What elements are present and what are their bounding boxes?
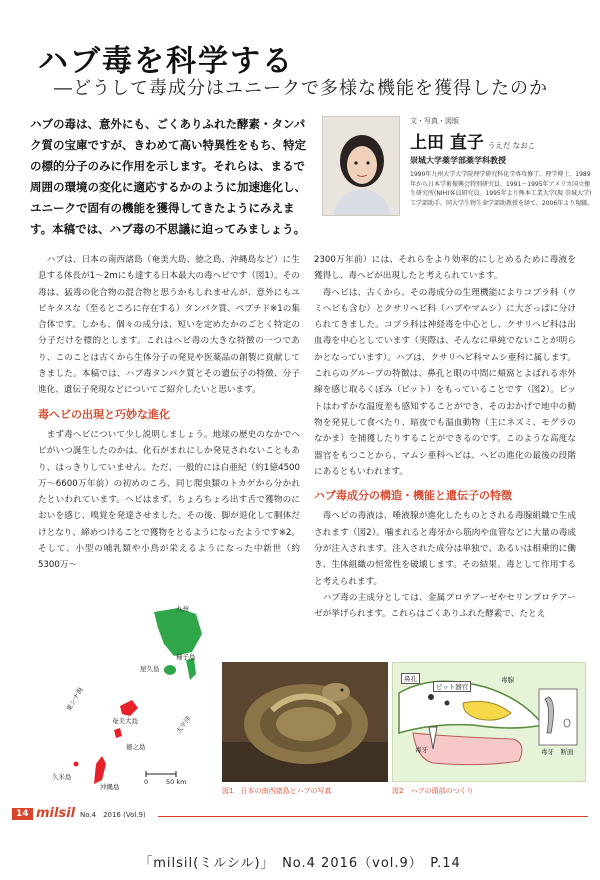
body-paragraph: 毒ヘビの毒液は、唾液腺が進化したものとされる毒腺組織で生成されます（図2）。噛まれると毒牙から筋肉や血管などに大量の毒成分が注入されます。注入された成分は単独で、あるいは相乗的に働き、生体組織の恒常性を破壊します。その結果、毒として作用すると考えられます。 (314, 511, 576, 587)
section-heading: ハブ毒成分の構造・機能と遺伝子の特徴 (314, 489, 512, 503)
footer-rule (158, 816, 588, 817)
body-column-right (314, 252, 576, 623)
body-paragraph: まず毒ヘビについて少し説明しましょう。地球の歴史のなかでヘビがいつ誕生したのかは、化石がまれにしか発見されないこともあり、はっきりしていません。ただ、一般的には白亜紀（約1億4500万～6600万年前）の初めのころ、同じ爬虫類のトカゲから分かれたといわれています。ヘビはまず、ちょろちょろ出す舌で獲物のにおいを感じ、嗅覚を発達させました。その後、脚が退化して胴体だけとなり、締めつけることで獲物をとるようになったようです※2。そして、小型の哺乳類や小鳥が栄えるようになった中新世（約5300万～ (38, 429, 300, 571)
map-label-kyushu: 九州 (176, 605, 189, 613)
magazine-page (8, 6, 592, 844)
label-venom-gland: 毒腺 (501, 676, 514, 684)
label-nostril: 鼻孔 (401, 673, 420, 684)
article-subtitle: ―どうして毒成分はユニークで多様な機能を獲得したのか (54, 78, 548, 99)
author-bio: 1990年九州大学大学院理学研究科化学専攻修了。理学博士。1989年から日本学術振興会特別研究員、1991～1995年アメリカ国立衛生研究所(NIH)客員研究員。1995年より熊本工業大学(現 崇城大学)工学部助手。同大学生物生命学部助教授を経て、2006年より現職。 (410, 171, 594, 207)
author-box (322, 116, 594, 228)
map-label-yakushima: 屋久島 (140, 665, 160, 673)
label-fang: 毒牙 (415, 746, 428, 754)
page-footer (8, 806, 592, 826)
map-label-okinawa: 沖縄島 (100, 783, 120, 791)
figure-1-map (46, 604, 214, 806)
author-affiliation: 崇城大学薬学部薬学科教授 (410, 156, 506, 165)
footer-issue: No.4 2016 (Vol.9) (80, 811, 146, 819)
author-info (410, 116, 594, 208)
footer-page-number: 14 (12, 808, 33, 820)
author-name: 上田 直子 (410, 133, 484, 153)
body-paragraph: 毒ヘビは、古くから、その毒成分の生理機能によりコブラ科（ウミヘビも含む）とクサリヘビ科（ハブやマムシ）に大ざっぱに分けられてきました。コブラ科は神経毒を中心とし、クサリヘビ科は出血毒を中心としています（実際は、そんなに単純でないことが明らかとなっています）。ハブは、クサリヘビ科マムシ亜科に属します。これらのグループの特徴は、鼻孔と眼の中間に頬窩とよばれる赤外線を感じ取るくぼみ（ピット）をもっていることです（図2）。ピットはわずかな温度差も感知することができ、そのおかげで地中の動物を発見して食べたり、暗夜でも温血動物（主にネズミ、モグラのなかま）を捕獲したりすることができるのです。このような高度な器官をもつことから、マムシ亜科ヘビは、ヘビの進化の最後の段階にあるともいわれます。 (314, 287, 576, 477)
figure-1-caption: 図1 日本の南西諸島とハブの写真 (222, 787, 332, 795)
figure-2-head-diagram (392, 662, 586, 782)
body-paragraph: ハブは、日本の南西諸島（奄美大島、徳之島、沖縄島など）に生息する体長が1～2mにも達する日本最大の毒ヘビです（図1）。その毒は、猛毒の化合物の混合物と思うかもしれませんが、意外にもユビキタスな（至るところに存在する）タンパク質、ペプチド※1の集合体です。しかも、個々の成分は、短いを定めたかのごとく特定の分子だけを標的とします。これはヘビ毒の大きな特徴の一つであり、このことは古くから生体分子の発見や医薬品の創製に貢献してきました。本稿では、ハブ毒タンパク質とその遺伝子の特徴、分子進化、遺伝子発現などについてご紹介したいと思います。 (38, 255, 300, 396)
author-portrait-image (323, 117, 400, 216)
body-paragraph: ハブ毒の主成分としては、金属プロテアーゼやセリンプロテアーゼが挙げられます。これらはごくありふれた酵素で、たとえ (314, 592, 576, 620)
section-heading: 毒ヘビの出現と巧妙な進化 (38, 407, 170, 421)
habu-snake-photo (222, 662, 388, 782)
author-photo (322, 116, 400, 216)
footer-brand: milsil (36, 806, 76, 821)
map-label-pacific: 太平洋 (174, 714, 193, 736)
author-name-row (410, 128, 594, 153)
article-title: ハブ毒を科学する (38, 44, 294, 79)
map-label-amami: 奄美大島 (112, 717, 138, 725)
map-label-kumejima: 久米島 (52, 773, 72, 781)
coiled-snake-image (222, 662, 388, 782)
body-column-left (38, 252, 300, 574)
author-reading: うえだ なおこ (487, 141, 536, 150)
label-fang-section: 毒牙 断面 (541, 748, 574, 756)
label-pit-organ: ピット器官 (433, 681, 471, 692)
map-label-tanegashima: 種子島 (176, 653, 196, 661)
body-paragraph: 2300万年前）には、それらをより効率的にしとめるために毒液を獲得し、毒ヘビが出現したと考えられています。 (314, 255, 576, 282)
map-label-tokunoshima: 徳之島 (126, 743, 146, 751)
map-scale-fifty: 50 km (166, 778, 187, 786)
bottom-caption: 「milsil(ミルシル)」 No.4 2016（vol.9） P.14 (139, 856, 461, 871)
snake-head-structure-image (393, 663, 586, 782)
credit-label: 文・写真・図版 (410, 117, 459, 125)
article-lead: ハブの毒は、意外にも、ごくありふれた酵素・タンパク質の宝庫ですが、きわめて高い特異性をもち、特定の標的分子のみに作用を示します。それらは、まるで周囲の環境の変化に適応するかのように加速進化し、ユニークで固有の機能を獲得してきたようにみえます。本稿では、ハブ毒の不思議に迫ってみましょう。 (30, 117, 306, 236)
figure-2-caption: 図2 ハブの頭部のつくり (392, 787, 474, 795)
map-scale-zero: 0 (144, 778, 149, 786)
map-label-east-china-sea: 東シナ海 (64, 685, 85, 713)
